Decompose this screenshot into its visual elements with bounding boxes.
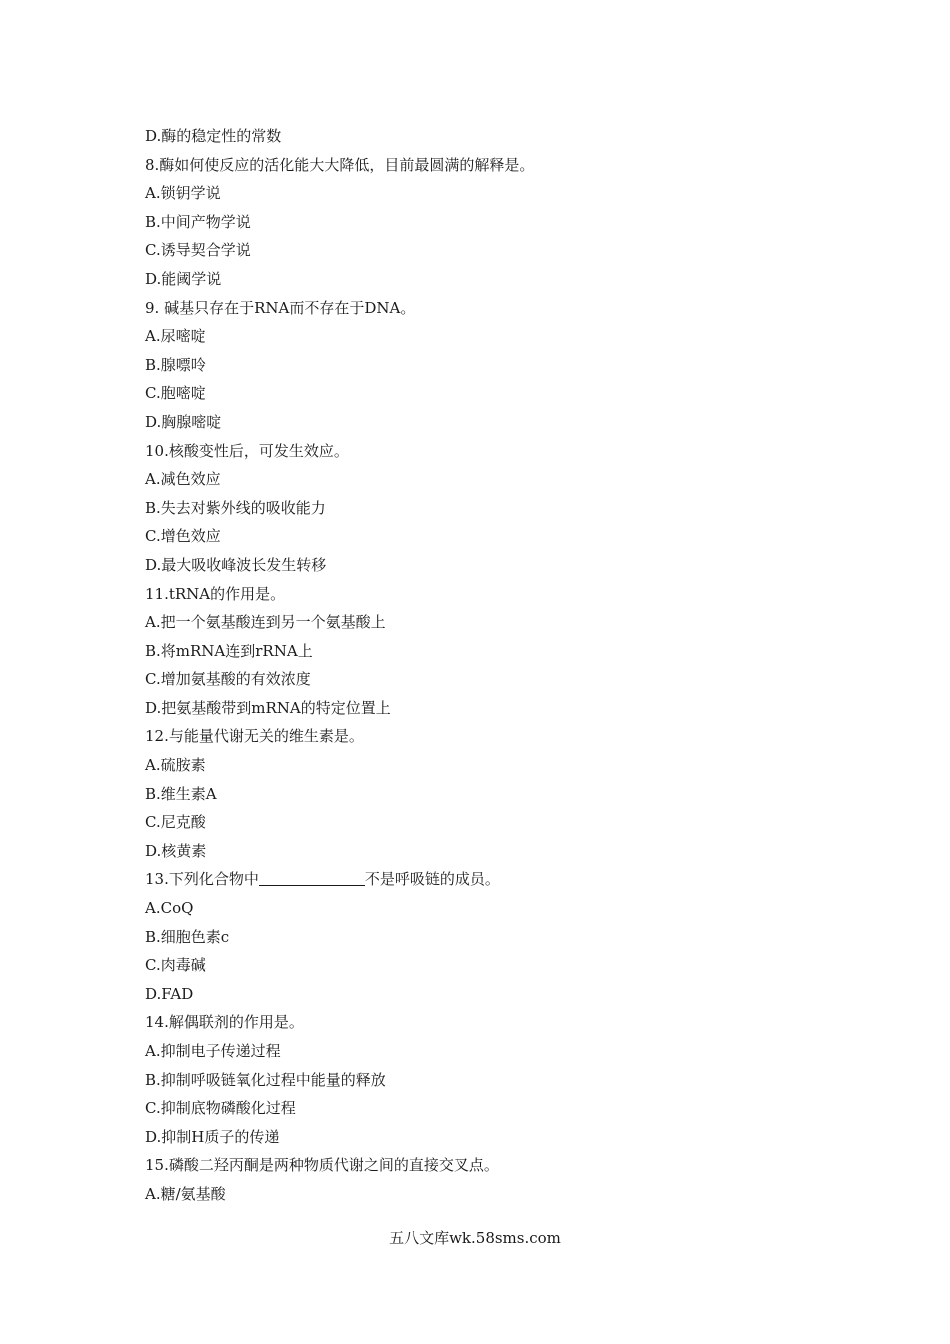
- option-a: A.抑制电子传递过程: [145, 1042, 281, 1060]
- option-b: B.失去对紫外线的吸收能力: [145, 498, 326, 517]
- option-c: C.增加氨基酸的有效浓度: [145, 670, 311, 689]
- option-a: A.糖/氨基酸: [145, 1184, 226, 1203]
- question-list: [145, 122, 845, 1209]
- option-a: A.减色效应: [145, 470, 221, 489]
- option-b: B.维生素A: [145, 784, 217, 803]
- option-c: C.诱导契合学说: [145, 241, 251, 260]
- question-9: 9. 碱基只存在于RNA而不存在于DNA。: [145, 298, 416, 317]
- option-a: A.CoQ: [145, 899, 194, 918]
- answer-blank: [259, 869, 365, 886]
- page-footer: 五八文库wk.58sms.com: [389, 1229, 561, 1247]
- option-c: C.肉毒碱: [145, 956, 206, 975]
- question-15: 15.磷酸二羟丙酮是两种物质代谢之间的直接交叉点。: [145, 1156, 499, 1175]
- option-c: C.抑制底物磷酸化过程: [145, 1099, 296, 1118]
- question-13-prefix: 13.下列化合物中: [145, 870, 259, 889]
- option-b: B.抑制呼吸链氧化过程中能量的释放: [145, 1070, 386, 1089]
- option-d: D.最大吸收峰波长发生转移: [145, 555, 327, 574]
- option-c: C.增色效应: [145, 527, 221, 546]
- option-a: A.硫胺素: [145, 756, 206, 775]
- option-b: B.中间产物学说: [145, 212, 251, 231]
- option-a: A.把一个氨基酸连到另一个氨基酸上: [145, 613, 386, 632]
- option-a: A.锁钥学说: [145, 184, 221, 203]
- option-b: B.腺嘌呤: [145, 355, 206, 374]
- option-d: D.能阈学说: [145, 269, 222, 288]
- question-12: 12.与能量代谢无关的维生素是。: [145, 727, 364, 746]
- option-d: D.核黄素: [145, 841, 207, 860]
- question-13-suffix: 不是呼吸链的成员。: [364, 870, 500, 889]
- option-a: A.尿嘧啶: [145, 327, 206, 346]
- option-d: D.抑制H质子的传递: [145, 1127, 280, 1146]
- option-d: D.酶的稳定性的常数: [145, 127, 282, 145]
- option-d: D.把氨基酸带到mRNA的特定位置上: [145, 698, 391, 717]
- option-d: D.胸腺嘧啶: [145, 412, 222, 431]
- option-b: B.将mRNA连到rRNA上: [145, 641, 313, 660]
- option-d: D.FAD: [145, 984, 194, 1003]
- option-c: C.胞嘧啶: [145, 384, 206, 403]
- question-10: 10.核酸变性后，可发生效应。: [145, 441, 349, 460]
- option-c: C.尼克酸: [145, 813, 206, 832]
- question-8: 8.酶如何使反应的活化能大大降低，目前最圆满的解释是。: [145, 155, 535, 174]
- question-13: [145, 865, 845, 894]
- question-11: 11.tRNA的作用是。: [145, 584, 286, 603]
- question-14: 14.解偶联剂的作用是。: [145, 1013, 304, 1032]
- option-b: B.细胞色素c: [145, 927, 230, 946]
